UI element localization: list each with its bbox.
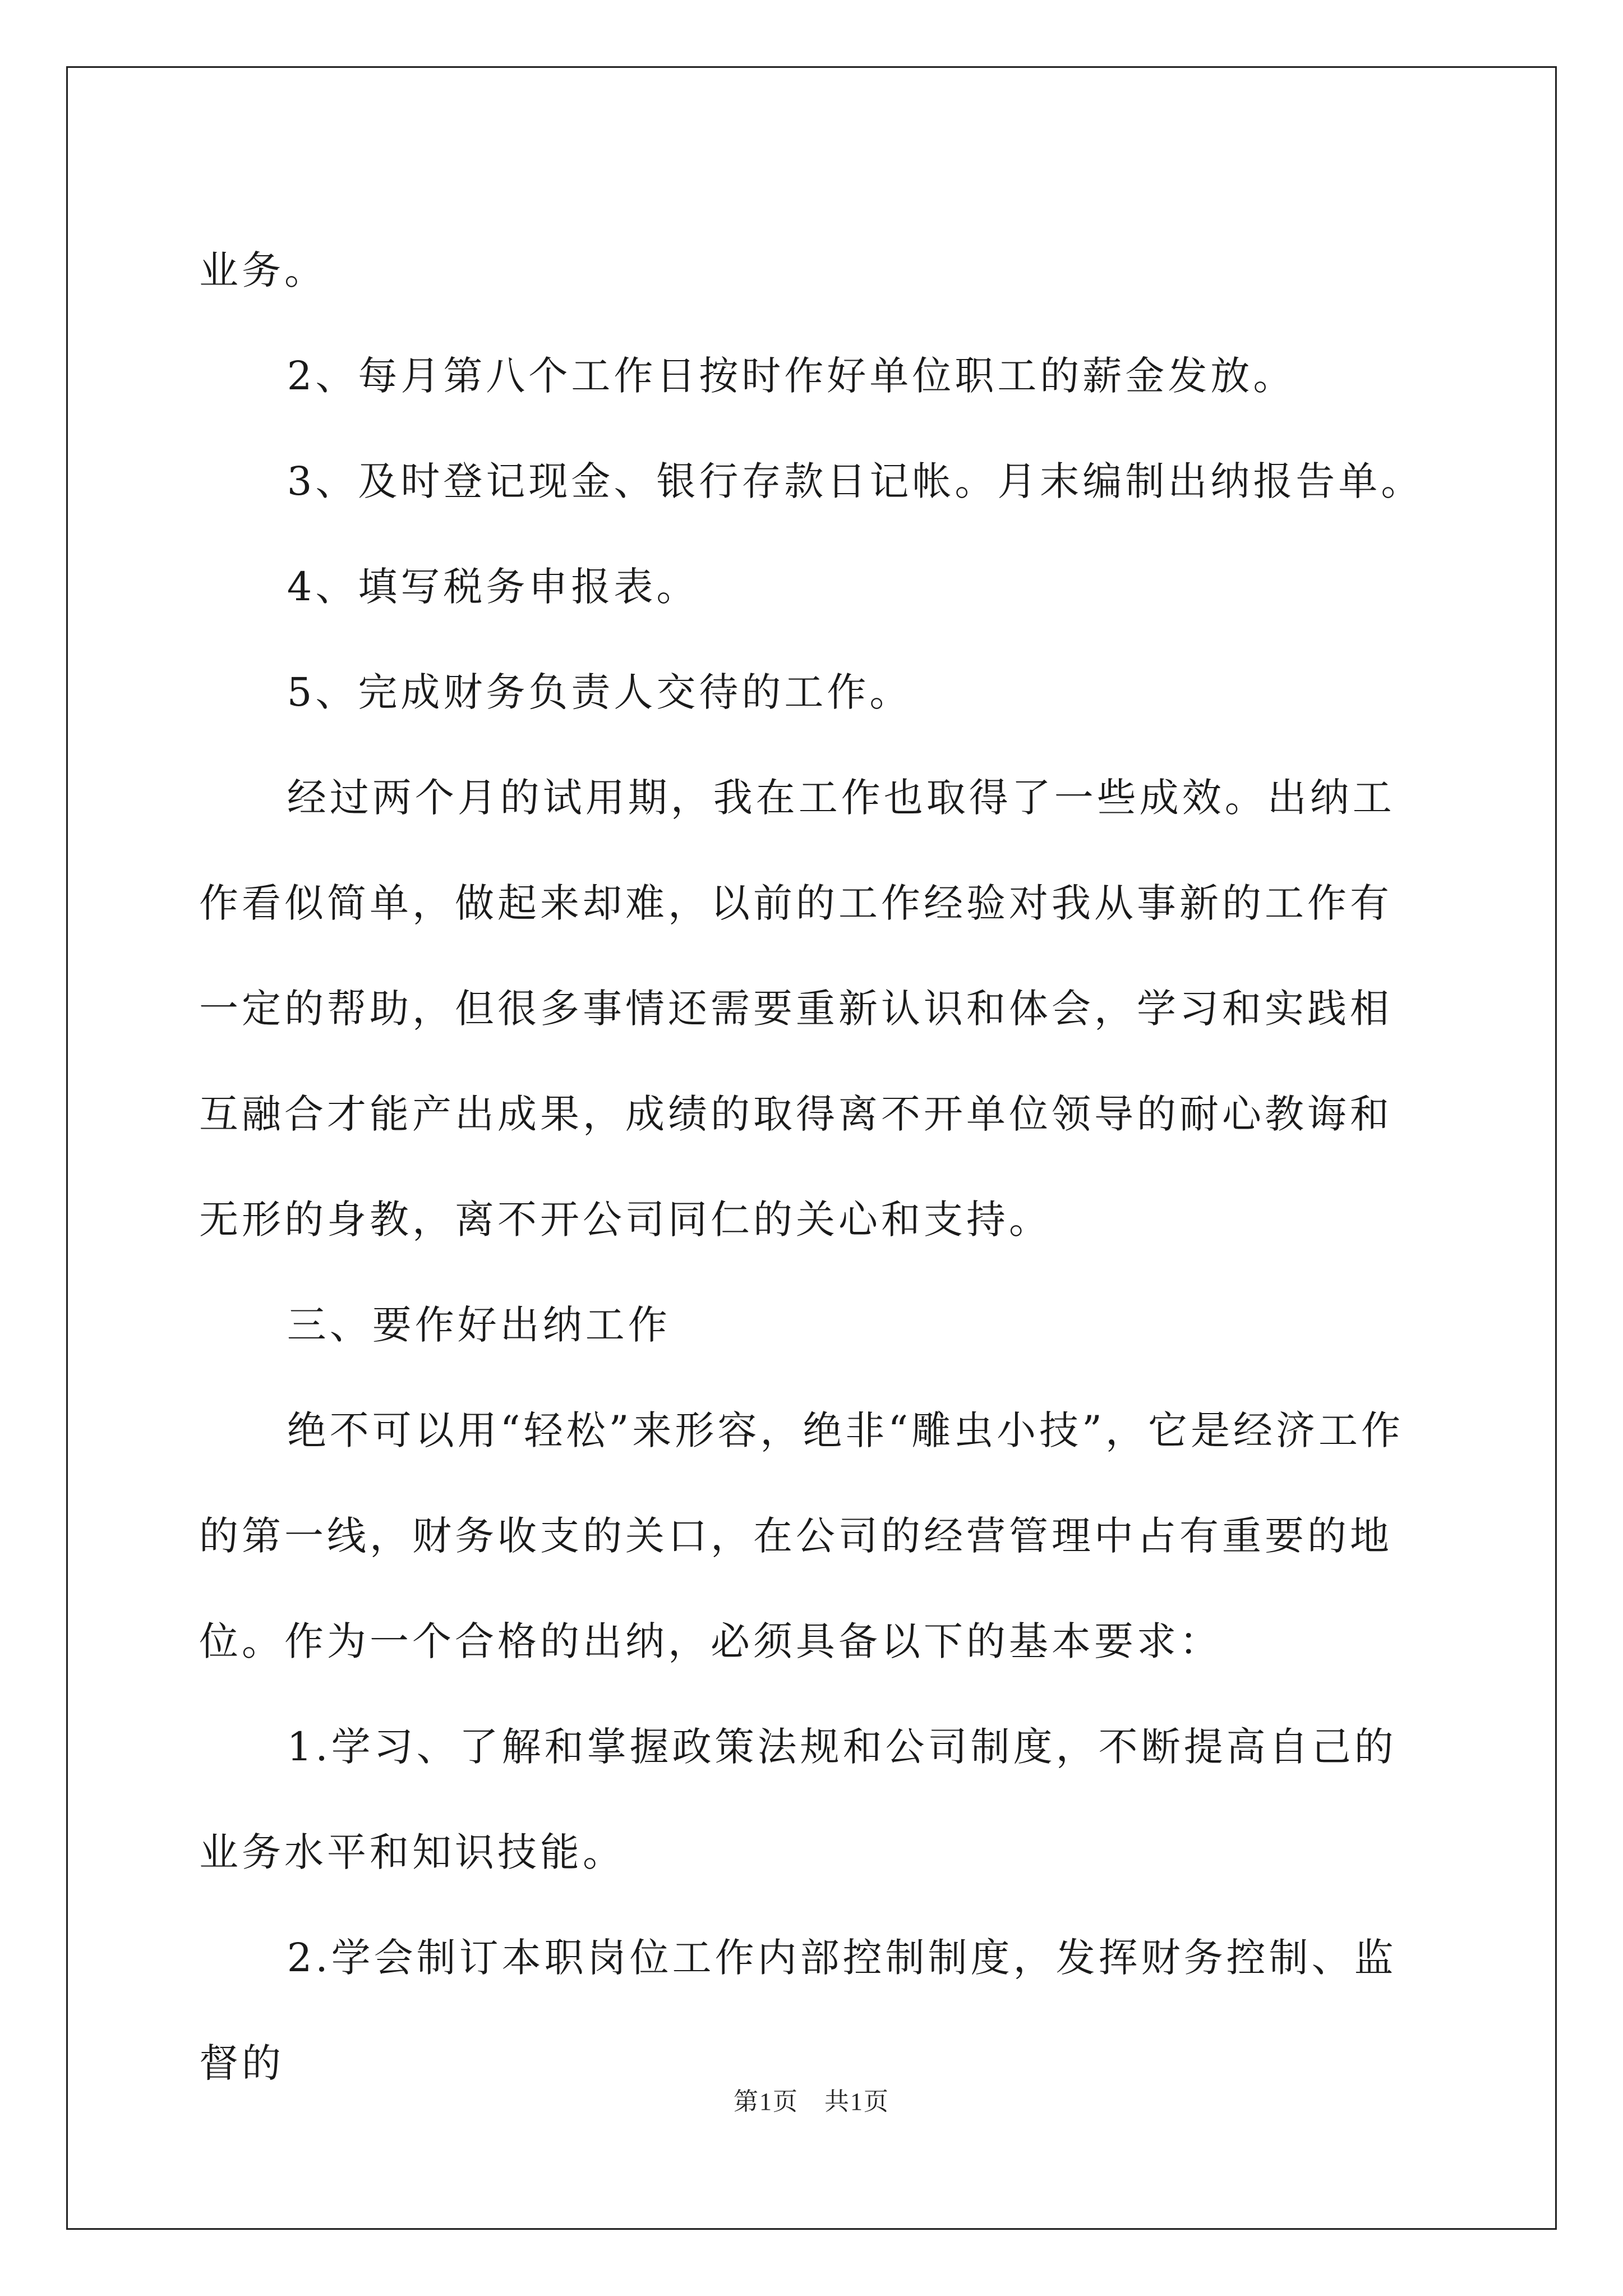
page-footer <box>0 2081 1623 2117</box>
section-heading: 三、要作好出纳工作 <box>287 1302 671 1348</box>
paragraph: 2.学会制订本职岗位工作内部控制制度，发挥财务控制、监督的 <box>199 1935 1397 2086</box>
paragraph: 5、完成财务负责人交待的工作。 <box>287 669 912 715</box>
paragraph: 1.学习、了解和掌握政策法规和公司制度，不断提高自己的业务水平和知识技能。 <box>199 1724 1397 1875</box>
paragraph: 绝不可以用“轻松”来形容，绝非“雕虫小技”，它是经济工作的第一线，财务收支的关口，在公司的经营管理中占有重要的地位。作为一个合格的出纳，必须具备以下的基本要求： <box>199 1407 1404 1664</box>
paragraph: 4、填写税务申报表。 <box>287 564 699 610</box>
paragraph: 业务。 <box>199 247 327 293</box>
document-body <box>199 218 1427 2116</box>
paragraph: 2、每月第八个工作日按时作好单位职工的薪金发放。 <box>287 353 1296 399</box>
paragraph: 经过两个月的试用期，我在工作也取得了一些成效。出纳工作看似简单，做起来却难，以前的工作经验对我从事新的工作有一定的帮助，但很多事情还需要重新认识和体会，学习和实践相互融合才能产出成果，成绩的取得离不开单位领导的耐心教诲和无形的身教，离不开公司同仁的关心和支持。 <box>199 775 1395 1243</box>
paragraph: 3、及时登记现金、银行存款日记帐。月末编制出纳报告单。 <box>287 458 1424 504</box>
page-number: 第1页 <box>734 2088 799 2115</box>
page-total: 共1页 <box>824 2088 889 2115</box>
